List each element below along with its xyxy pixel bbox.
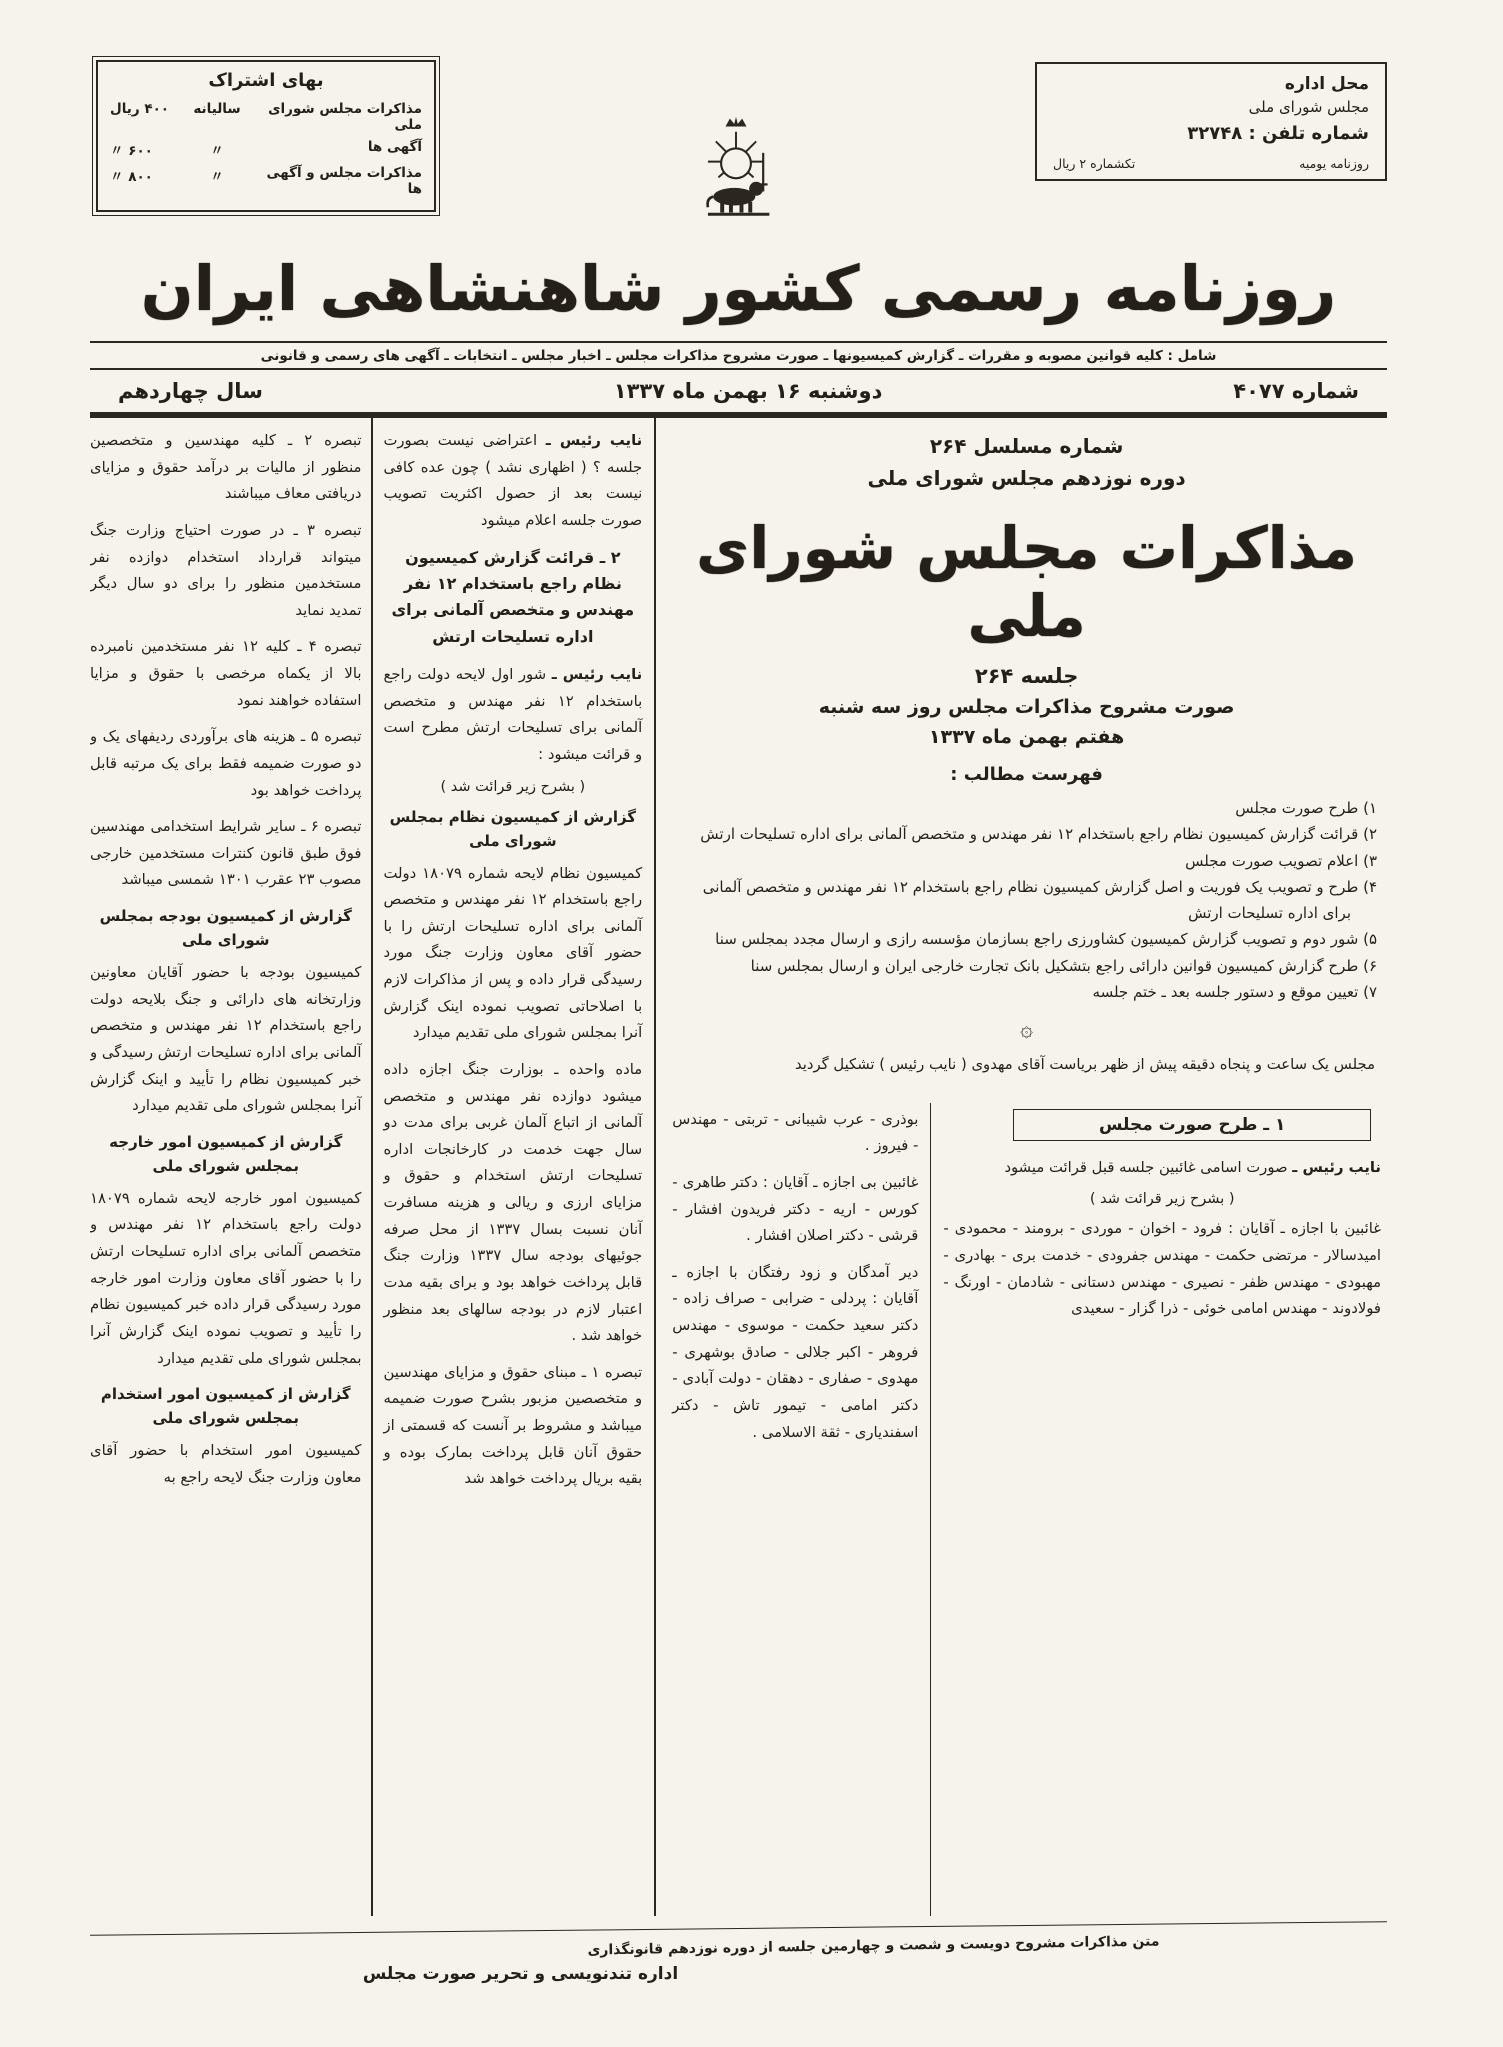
speaker-text: شور اول لایحه دولت راجع باستخدام ۱۲ نفر مهندس و متخصص آلمانی برای تسلیحات ارتش مطرح است و قرائت میشود : — [383, 666, 643, 763]
subscription-item-label: مذاکرات مجلس و آگهی ها — [266, 165, 422, 197]
section1-heading: ۱ ـ طرح صورت مجلس — [1013, 1109, 1371, 1141]
absent-with-leave-list: غائبین با اجازه ـ آقایان : فرود - اخوان - موردی - برومند - محمودی - امیدسالار - مرتضی حکمت - مهندس جفرودی - خدمت بری - بهادری - مهبودی - مهندس ظفر - نصیری - مهندس دستانی - شادمان - اورنگ - فولادوند - مهندس امامی خوئی - ذرا گزار - سعیدی — [943, 1220, 1381, 1318]
office-copy-price: تکشماره ۲ ریال — [1053, 156, 1136, 171]
military-commission-report-body: کمیسیون نظام لایحه شماره ۱۸۰۷۹ دولت راجع باستخدام ۱۲ نفر مهندس و متخصص آلمانی برای اداره تسلیحات ارتش را با حضور آقای معاون وزارت جنگ مورد رسیدگی قرار داده و پس از مذاکرات لازم با اصلاحاتی تصویب نموده اینک گزارش آنرا بمجلس شورای ملی تقدیم میدارد — [383, 864, 643, 1042]
speaker-name: نایب رئیس ـ — [551, 666, 643, 684]
note-3: تبصره ۳ ـ در صورت احتیاج وزارت جنگ میتواند قرارداد استخدام دوازده نفر مستخدمین منظور را برای دو سال دیگر تمدید نماید — [90, 521, 362, 619]
military-commission-report-heading: گزارش از کمیسیون نظام بمجلس شورای ملی — [389, 807, 637, 850]
office-majles-line: مجلس شورای ملی — [1248, 98, 1369, 116]
employment-commission-heading: گزارش از کمیسیون امور استخدام بمجلس شورای ملی — [100, 1385, 351, 1428]
section1-continuation-column — [670, 1103, 930, 1916]
toc-item: ۲) قرائت گزارش کمیسیون نظام راجع باستخدام ۱۲ نفر مهندس و متخصص آلمانی برای اداره تسلیحات ارتش — [700, 825, 1377, 844]
read-note: ( بشرح زیر قرائت شد ) — [440, 778, 586, 795]
session-number: جلسه ۲۶۴ — [974, 664, 1079, 688]
subscription-item-label: آگهی ها — [367, 139, 422, 155]
office-bottom-row — [1053, 156, 1369, 171]
foreign-affairs-commission-heading: گزارش از کمیسیون امور خارجه بمجلس شورای ملی — [109, 1132, 343, 1175]
office-box-title: محل اداره — [1284, 74, 1369, 94]
section1-column — [930, 1103, 1383, 1916]
toc-item: ۶) طرح گزارش کمیسیون قوانین دارائی راجع بتشکیل بانک تجارت خارجی ایران و ارسال بمجلس سنا — [750, 956, 1377, 975]
budget-commission-body: کمیسیون بودجه با حضور آقایان معاونین وزارتخانه های دارائی و جنگ بلایحه دولت راجع باستخدام ۱۲ نفر مهندس و متخصص آلمانی برای اداره تسلیحات ارتش رسیدگی و خبر کمیسیون نظام را تأیید و اینک گزارش آنرا بمجلس شورای ملی تقدیم میدارد — [90, 964, 362, 1115]
contents-line: شامل : کلیه قوانین مصوبه و مقررات ـ گزارش کمیسیونها ـ صورت مشروح مذاکرات مجلس ـ اخبار مجلس ـ انتخابات ـ آگهی های رسمی و قانونی — [260, 348, 1217, 364]
speaker-name: نایب رئیس ـ — [1292, 1158, 1381, 1176]
speaker-paragraph — [383, 662, 642, 769]
toc-item: ۳) اعلام تصویب صورت مجلس — [1185, 851, 1377, 870]
speaker-text: صورت اسامی غائبین جلسه قبل قرائت میشود — [1004, 1158, 1288, 1176]
issue-date: دوشنبه ۱۶ بهمن ماه ۱۳۳۷ — [613, 379, 883, 403]
lion-and-sun-emblem — [692, 116, 780, 227]
middle-column — [371, 418, 654, 1916]
subscription-item-value: ۴۰۰ ریال — [110, 101, 170, 117]
employment-commission-body: کمیسیون امور استخدام با حضور آقای معاون وزارت جنگ لایحه راجع به — [90, 1442, 362, 1486]
issue-number: شماره ۴۰۷۷ — [1233, 379, 1359, 403]
lead-column — [654, 418, 1387, 1916]
stenography-office-signature: اداره تندنویسی و تحریر صورت مجلس — [362, 1964, 679, 1984]
lead-subcolumns — [670, 1103, 1383, 1916]
subscription-row — [110, 162, 422, 200]
subscription-row — [110, 136, 422, 162]
subscription-row — [110, 98, 422, 136]
subscription-item-term: 〃 — [210, 143, 224, 159]
masthead — [90, 56, 1387, 234]
toc-item: ۷) تعیین موقع و دستور جلسه بعد ـ ختم جلسه — [1092, 982, 1377, 1001]
page-content — [90, 418, 1387, 1916]
ornament: ۞ — [1020, 1017, 1034, 1042]
footer-note: متن مذاکرات مشروح دویست و شصت و چهارمین جلسه از دوره نوزدهم قانونگذاری — [587, 1933, 1160, 1959]
subscription-box-title: بهای اشتراک — [208, 70, 324, 91]
proceedings-title: مذاکرات مجلس شورای ملی — [696, 514, 1358, 650]
note-2: تبصره ۲ ـ کلیه مهندسین و متخصصین منظور از مالیات بر درآمد حقوق و مزایای دریافتی معاف میباشند — [90, 432, 362, 503]
speaker-text: اعتراضی نیست بصورت جلسه ؟ ( اظهاری نشد ) چون عده کافی نیست بعد از حصول اکثریت تصویب صورت جلسه اعلام میشود — [383, 432, 643, 529]
absent-continued: بوذری - عرب شیبانی - تربتی - مهندس - فیروز . — [672, 1110, 919, 1155]
toc-title: فهرست مطالب : — [950, 764, 1103, 785]
serial-number: شماره مسلسل ۲۶۴ — [929, 434, 1124, 458]
office-phone-number: شماره تلفن : ۳۲۷۴۸ — [1187, 123, 1369, 144]
subscription-item-label: مذاکرات مجلس شورای ملی — [268, 101, 422, 133]
subscription-item-term: سالیانه — [193, 101, 241, 117]
page-footer — [90, 1928, 1387, 1984]
note-4: تبصره ۴ ـ کلیه ۱۲ نفر مستخدمین نامبرده بالا از یکماه مرخصی با حقوق و مزایا استفاده خواهند نمود — [90, 638, 362, 709]
opening-paragraph: مجلس یک ساعت و پنجاه دقیقه پیش از ظهر بریاست آقای مهدوی ( نایب رئیس ) تشکیل گردید — [795, 1056, 1375, 1073]
subscription-item-value: ۶۰۰ 〃 — [110, 143, 153, 159]
gazette-title: روزنامه رسمی کشور شاهنشاهی ایران — [140, 252, 1337, 325]
single-article-text: ماده واحده ـ بوزارت جنگ اجازه داده میشود دوازده نفر مهندس و متخصص آلمانی از اتباع آلمان غربی برای مدت دو سال جهت خدمت در کارخانجات اداره تسلیحات ارتش استخدام و حقوق و مزایای ارزی و ریالی و هزینه مسافرت آنان نسبت بسال ۱۳۳۷ از محل صرفه جوئیهای بودجه سال ۱۳۳۷ وزارت جنگ قابل پرداخت خواهد بود و برای بقیه مدت اعتبار لازم در بودجه سالهای بعد منظور خواهد شد . — [383, 1060, 643, 1345]
read-note: ( بشرح زیر قرائت شد ) — [1089, 1191, 1235, 1208]
toc-item: ۴) طرح و تصویب یک فوریت و اصل گزارش کمیسیون نظام راجع باستخدام ۱۲ نفر مهندس و متخصص آلمانی برای اداره تسلیحات ارتش — [702, 877, 1377, 922]
minutes-line-1: صورت مشروح مذاکرات مجلس روز سه شنبه — [818, 696, 1235, 718]
toc-item: ۵) شور دوم و تصویب گزارش کمیسیون کشاورزی راجع بسازمان مؤسسه رازی و ارسال مجدد بمجلس سنا — [715, 930, 1377, 949]
publication-year: سال چهاردهم — [118, 379, 263, 403]
note-5: تبصره ۵ ـ هزینه های برآوردی ردیفهای یک و دو صورت ضمیمه فقط برای یک مرتبه قابل پرداخت خواهد بود — [90, 728, 362, 799]
office-daily-note: روزنامه یومیه — [1299, 156, 1369, 171]
table-of-contents — [670, 795, 1383, 1005]
office-address-box — [1035, 62, 1387, 181]
toc-item: ۱) طرح صورت مجلس — [1235, 799, 1377, 817]
minutes-line-2: هفتم بهمن ماه ۱۳۳۷ — [928, 726, 1125, 748]
budget-commission-heading: گزارش از کمیسیون بودجه بمجلس شورای ملی — [99, 907, 352, 949]
speaker-name: نایب رئیس ـ — [545, 432, 643, 449]
agenda-item-2-heading: ۲ ـ قرائت گزارش کمیسیون نظام راجع باستخدام ۱۲ نفر مهندس و متخصص آلمانی برای اداره تسلیحات ارتش — [391, 547, 635, 646]
subscription-item-value: ۸۰۰ 〃 — [110, 169, 153, 185]
absent-without-leave-list: غائبین بی اجازه ـ آقایان : دکتر طاهری - کورس - اریه - دکتر فریدون افشار - قرشی - دکتر اصلان افشار . — [672, 1173, 919, 1245]
subscription-item-term: 〃 — [210, 169, 224, 185]
session-period: دوره نوزدهم مجلس شورای ملی — [867, 466, 1186, 490]
speaker-paragraph — [383, 428, 642, 535]
late-arrivals-list: دیر آمدگان و زود رفتگان با اجازه ـ آقایان : پردلی - ضرابی - صراف زاده - دکتر سعید حکمت - موسوی - مهندس فروهر - اکبر جلالی - صادق بوشهری - مهدوی - صفاری - دهقان - دولت آبادی - دکتر امامی - تیمور تاش - دکتر اسفندیاری - ثقة الاسلامی . — [672, 1263, 919, 1441]
dateline — [90, 370, 1387, 410]
subscription-box — [96, 60, 436, 212]
note-1: تبصره ۱ ـ مبنای حقوق و مزایای مهندسین و متخصصین مزبور بشرح صورت ضمیمه میباشد و مشروط بر آنست که قسمتی از حقوق آنان قابل پرداخت بمارک بوده و بقیه بریال پرداخت خواهد شد — [383, 1363, 643, 1488]
note-6: تبصره ۶ ـ سایر شرایط استخدامی مهندسین فوق طبق قانون کنترات مستخدمین خارجی مصوب ۲۳ عقرب ۱۳۰۱ شمسی میباشد — [90, 818, 362, 889]
speaker-paragraph — [943, 1155, 1381, 1182]
foreign-affairs-commission-body: کمیسیون امور خارجه لایحه شماره ۱۸۰۷۹ دولت راجع باستخدام ۱۲ نفر مهندس و متخصص آلمانی برای اداره تسلیحات ارتش را با حضور آقای معاون وزارت امور خارجه مورد رسیدگی قرار داده خبر کمیسیون نظام را تأیید و تصویب نموده اینک گزارش آنرا بمجلس شورای ملی تقدیم میدارد — [90, 1189, 362, 1367]
left-column — [90, 418, 371, 1916]
